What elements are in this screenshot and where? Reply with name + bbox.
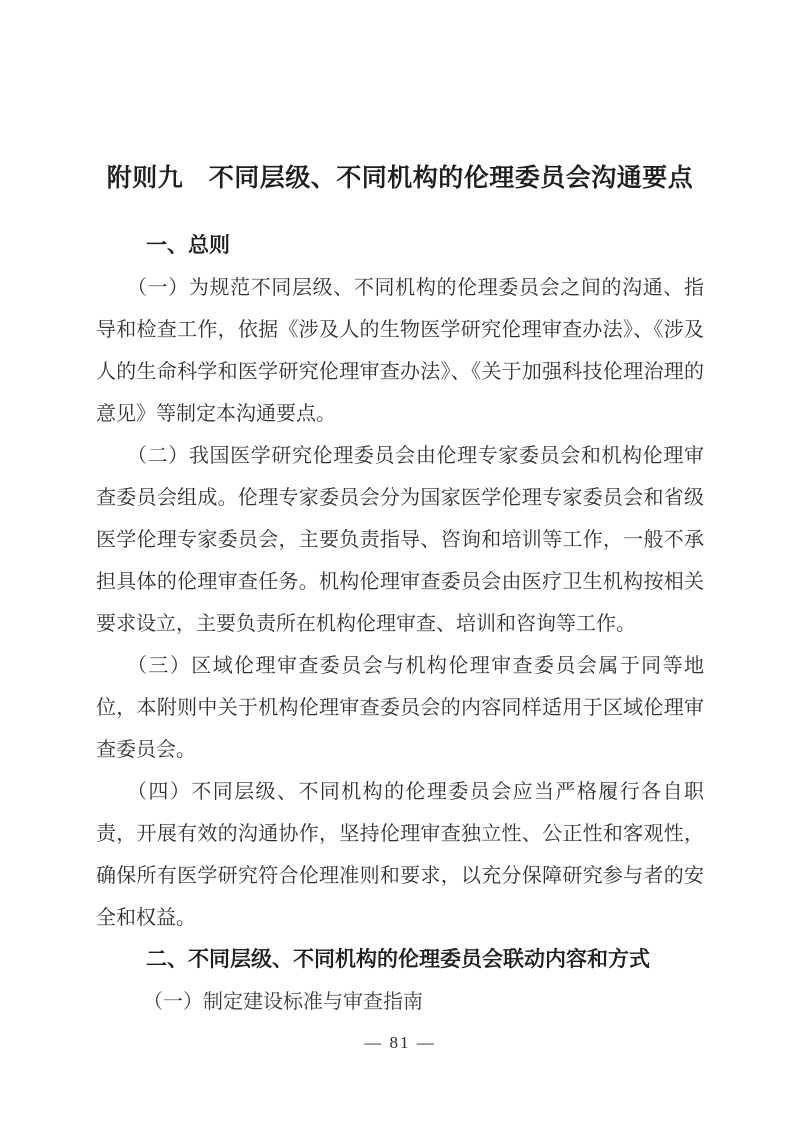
document-title: 附则九 不同层级、不同机构的伦理委员会沟通要点: [106, 164, 694, 192]
paragraph-general-rules-3: （三）区域伦理审查委员会与机构伦理审查委员会属于同等地位，本附则中关于机构伦理审查委员会的内容同样适用于区域伦理审查委员会。: [96, 655, 704, 761]
section-heading-general-rules: 一、总则: [146, 234, 230, 257]
document-content: [96, 0, 704, 1023]
paragraph-general-rules-2: （二）我国医学研究伦理委员会由伦理专家委员会和机构伦理审查委员会组成。伦理专家委员会分为国家医学伦理专家委员会和省级医学伦理专家委员会，主要负责指导、咨询和培训等工作，一般不承担具体的伦理审查任务。机构伦理审查委员会由医疗卫生机构按相关要求设立，主要负责所在机构伦理审查、培训和咨询等工作。: [96, 445, 704, 635]
subsection-heading-standards-guidelines: （一）制定建设标准与审查指南: [143, 991, 423, 1013]
paragraph-general-rules-1: （一）为规范不同层级、不同机构的伦理委员会之间的沟通、指导和检查工作，依据《涉及人的生物医学研究伦理审查办法》、《涉及人的生命科学和医学研究伦理审查办法》、《关于加强科技伦理治理的意见》等制定本沟通要点。: [96, 277, 704, 425]
paragraph-general-rules-4: （四）不同层级、不同机构的伦理委员会应当严格履行各自职责，开展有效的沟通协作，坚持伦理审查独立性、公正性和客观性，确保所有医学研究符合伦理准则和要求，以充分保障研究参与者的安全和权益。: [96, 781, 704, 929]
page-number: — 81 —: [364, 1033, 436, 1052]
section-heading-coordination: 二、不同层级、不同机构的伦理委员会联动内容和方式: [146, 948, 650, 971]
